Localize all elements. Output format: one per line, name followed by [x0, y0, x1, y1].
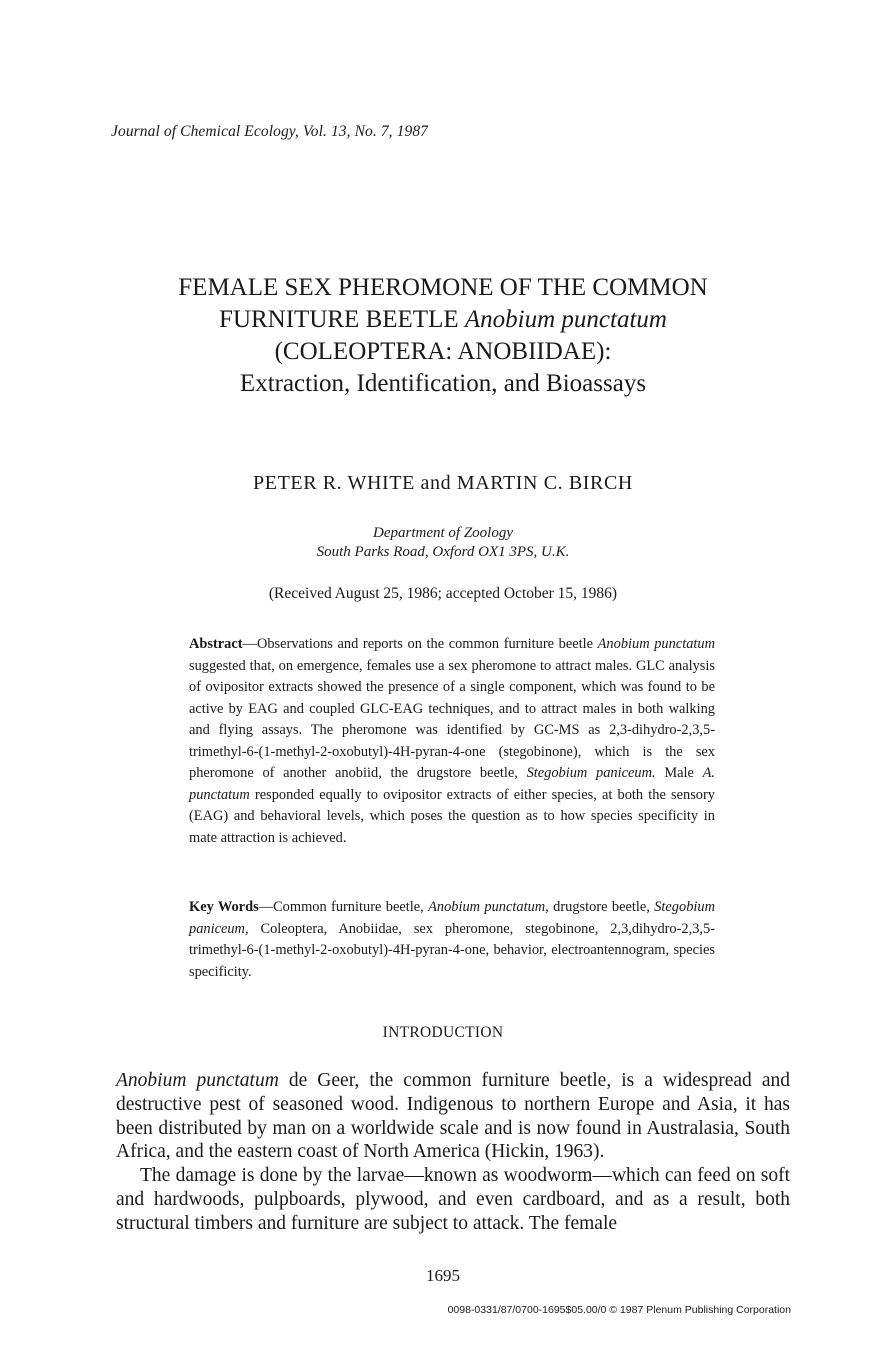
abstract-label: Abstract: [189, 636, 243, 652]
intro-paragraph-1: [116, 1069, 790, 1164]
affiliation-address: South Parks Road, Oxford OX1 3PS, U.K.: [316, 544, 570, 560]
abstract-species-3: A. punctatum: [189, 765, 715, 803]
introduction-body: [116, 1069, 790, 1236]
abstract: [189, 634, 715, 849]
intro-paragraph-1-text: de Geer, the common furniture beetle, is a widespread and destructive pest of seasoned wood. Indigenous to northern Europe and Asia, it has been distributed by man on a worldwide scale and is now found in Australasia, South Africa, and the eastern coast of North America (Hickin, 1963).: [116, 1070, 791, 1163]
page-number: 1695: [426, 1266, 460, 1285]
journal-citation: Journal of Chemical Ecology, Vol. 13, No. 7, 1987: [111, 123, 429, 140]
title-line-2-roman: FURNITURE BEETLE: [219, 306, 465, 333]
abstract-text-2: suggested that, on emergence, females use a sex pheromone to attract males. GLC analysis of ovipositor extracts showed the presence of a single component, which was found to be active by EAG and coupled GLC-EAG techniques, and to attract males in both walking and flying assays. The pheromone was identified by GC-MS as 2,3-dihydro-2,3,5-trimethyl-6-(1-methyl-2-oxobutyl)-4H-pyran-4-one (stegobinone), which is the sex pheromone of another anobiid, the drugstore beetle,: [189, 657, 715, 781]
keywords-text-2: drugstore beetle,: [548, 899, 655, 915]
intro-species-name: Anobium punctatum: [116, 1070, 279, 1091]
copyright-line: 0098-0331/87/0700-1695$05.00/0 © 1987 Plenum Publishing Corporation: [447, 1304, 791, 1316]
title-line-3: (COLEOPTERA: ANOBIIDAE):: [274, 338, 612, 365]
keywords-species-1: Anobium punctatum,: [428, 899, 549, 915]
abstract-species-2: Stegobium paniceum.: [526, 765, 656, 781]
abstract-text-1: —Observations and reports on the common furniture beetle: [242, 636, 598, 652]
keywords: [189, 897, 715, 983]
abstract-text-3: Male: [655, 765, 703, 781]
received-dates: (Received August 25, 1986; accepted October 15, 1986): [268, 585, 618, 602]
title-line-2: [0, 304, 886, 336]
title-subtitle: Extraction, Identification, and Bioassays: [239, 370, 647, 397]
abstract-text-4: responded equally to ovipositor extracts of either species, at both the sensory (EAG) and behavioral levels, which poses the question as to how species specificity in mate attraction is achieved.: [189, 786, 715, 846]
title-species-name: Anobium punctatum: [464, 306, 667, 333]
section-heading-introduction: INTRODUCTION: [382, 1024, 504, 1041]
intro-paragraph-2: The damage is done by the larvae—known as woodworm—which can feed on soft and hardwoods, pulpboards, plywood, and even cardboard, and as a result, both structural timbers and furniture are subject to attack. The female: [116, 1165, 790, 1234]
abstract-species-1: Anobium punctatum: [597, 636, 715, 652]
title-line-1: FEMALE SEX PHEROMONE OF THE COMMON: [178, 274, 708, 301]
affiliation-department: Department of Zoology: [373, 525, 513, 541]
keywords-label: Key Words: [189, 899, 259, 915]
keywords-text-3: Coleoptera, Anobiidae, sex pheromone, stegobinone, 2,3,dihydro-2,3,5-trimethyl-6-(1-methyl-2-oxobutyl)-4H-pyran-4-one, behavior, electroantennogram, species specificity.: [189, 920, 715, 980]
keywords-text-1: —Common furniture beetle,: [258, 899, 429, 915]
authors: PETER R. WHITE and MARTIN C. BIRCH: [253, 472, 633, 494]
keywords-species-2: Stegobium paniceum,: [189, 899, 715, 937]
